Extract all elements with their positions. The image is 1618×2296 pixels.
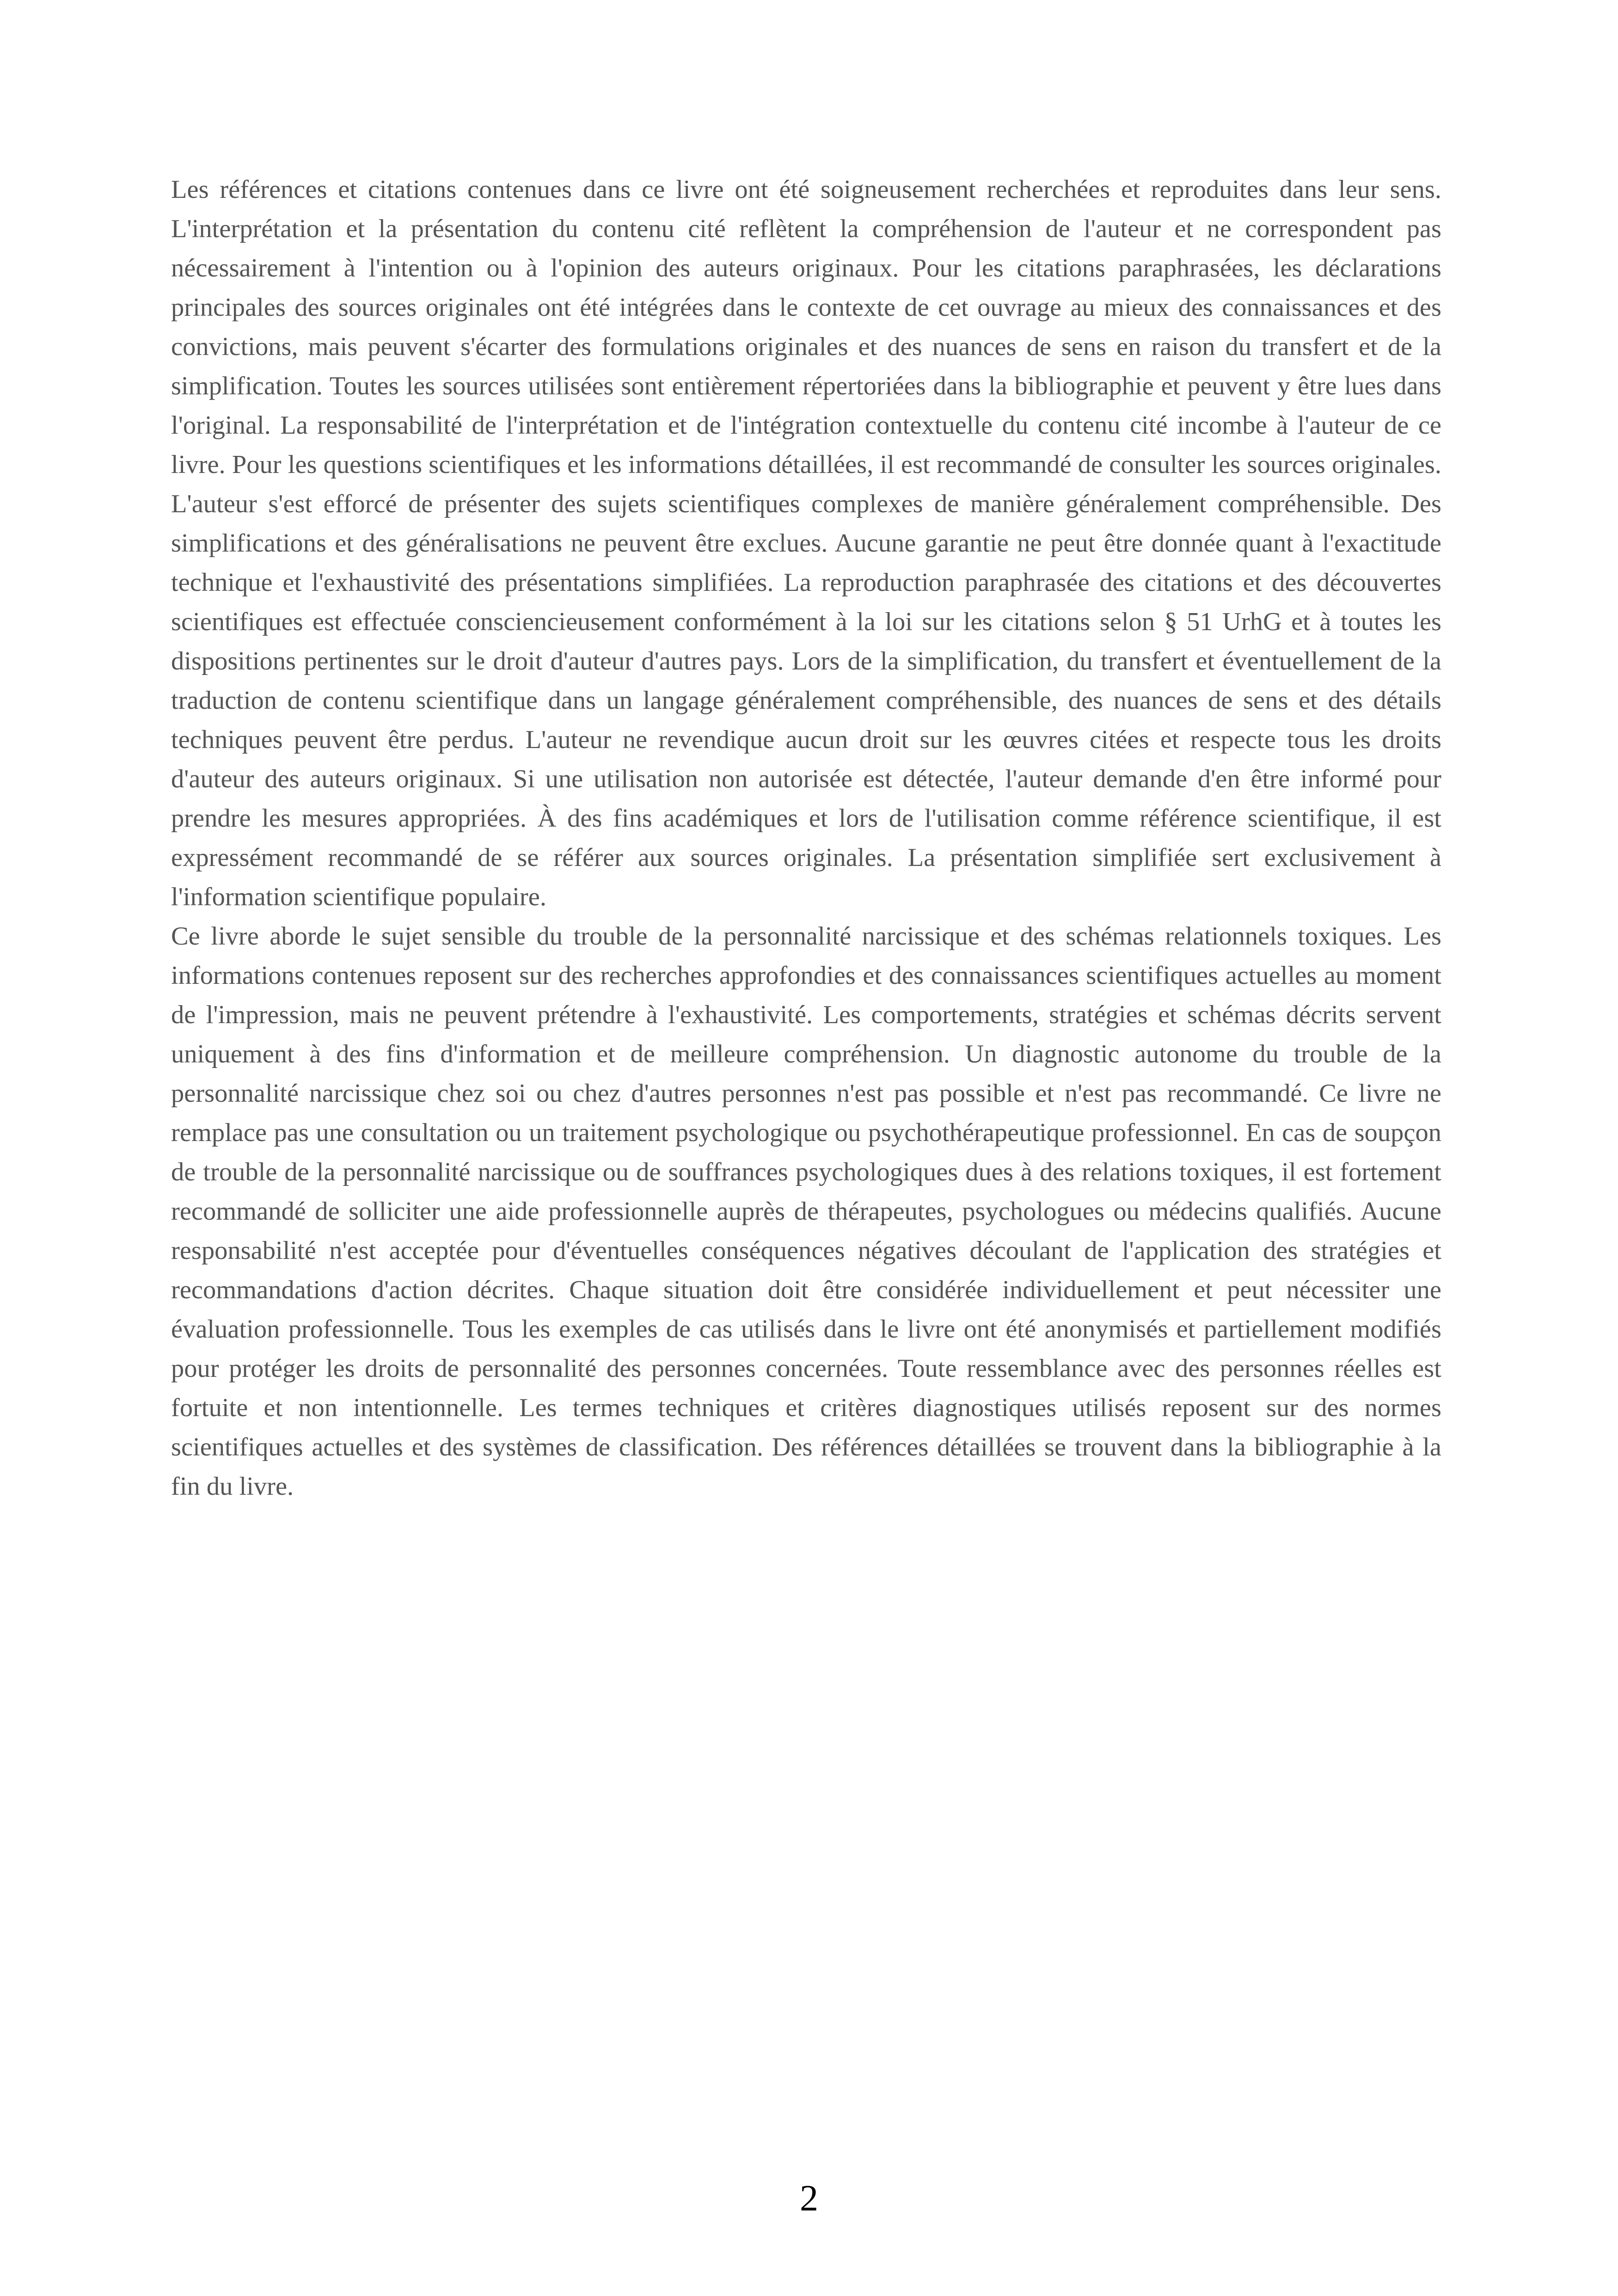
paragraph-medical-disclaimer: Ce livre aborde le sujet sensible du trouble de la personnalité narcissique et des schémas relationnels toxiques. Les informations contenues reposent sur des recherches approfondies et des connaissances scientifiques actuelles au moment de l'impression, mais ne peuvent prétendre à l'exhaustivité. Les comportements, stratégies et schémas décrits servent uniquement à des fins d'information et de meilleure compréhension. Un diagnostic autonome du trouble de la personnalité narcissique chez soi ou chez d'autres personnes n'est pas possible et n'est pas recommandé. Ce livre ne remplace pas une consultation ou un traitement psychologique ou psychothérapeutique professionnel. En cas de soupçon de trouble de la personnalité narcissique ou de souffrances psychologiques dues à des relations toxiques, il est fortement recommandé de solliciter une aide professionnelle auprès de thérapeutes, psychologues ou médecins qualifiés. Aucune responsabilité n'est acceptée pour d'éventuelles conséquences négatives découlant de l'application des stratégies et recommandations d'action décrites. Chaque situation doit être considérée individuellement et peut nécessiter une évaluation professionnelle. Tous les exemples de cas utilisés dans le livre ont été anonymisés et partiellement modifiés pour protéger les droits de personnalité des personnes concernées. Toute ressemblance avec des personnes réelles est fortuite et non intentionnelle. Les termes techniques et critères diagnostiques utilisés reposent sur des normes scientifiques actuelles et des systèmes de classification. Des références détaillées se trouvent dans la bibliographie à la fin du livre. — [171, 922, 1441, 1501]
page-number: 2 — [800, 2178, 818, 2219]
paragraph-citations-disclaimer: Les références et citations contenues dans ce livre ont été soigneusement recherchées et reproduites dans leur sens. L'interprétation et la présentation du contenu cité reflètent la compréhension de l'auteur et ne correspondent pas nécessairement à l'intention ou à l'opinion des auteurs originaux. Pour les citations paraphrasées, les déclarations principales des sources originales ont été intégrées dans le contexte de cet ouvrage au mieux des connaissances et des convictions, mais peuvent s'écarter des formulations originales et des nuances de sens en raison du transfert et de la simplification. Toutes les sources utilisées sont entièrement répertoriées dans la bibliographie et peuvent y être lues dans l'original. La responsabilité de l'interprétation et de l'intégration contextuelle du contenu cité incombe à l'auteur de ce livre. Pour les questions scientifiques et les informations détaillées, il est recommandé de consulter les sources originales. L'auteur s'est efforcé de présenter des sujets scientifiques complexes de manière généralement compréhensible. Des simplifications et des généralisations ne peuvent être exclues. Aucune garantie ne peut être donnée quant à l'exactitude technique et l'exhaustivité des présentations simplifiées. La reproduction paraphrasée des citations et des découvertes scientifiques est effectuée consciencieusement conformément à la loi sur les citations selon § 51 UrhG et à toutes les dispositions pertinentes sur le droit d'auteur d'autres pays. Lors de la simplification, du transfert et éventuellement de la traduction de contenu scientifique dans un langage généralement compréhensible, des nuances de sens et des détails techniques peuvent être perdus. L'auteur ne revendique aucun droit sur les œuvres citées et respecte tous les droits d'auteur des auteurs originaux. Si une utilisation non autorisée est détectée, l'auteur demande d'en être informé pour prendre les mesures appropriées. À des fins académiques et lors de l'utilisation comme référence scientifique, il est expressément recommandé de se référer aux sources originales. La présentation simplifiée sert exclusivement à l'information scientifique populaire. — [171, 175, 1441, 911]
body-text — [171, 170, 1441, 1506]
